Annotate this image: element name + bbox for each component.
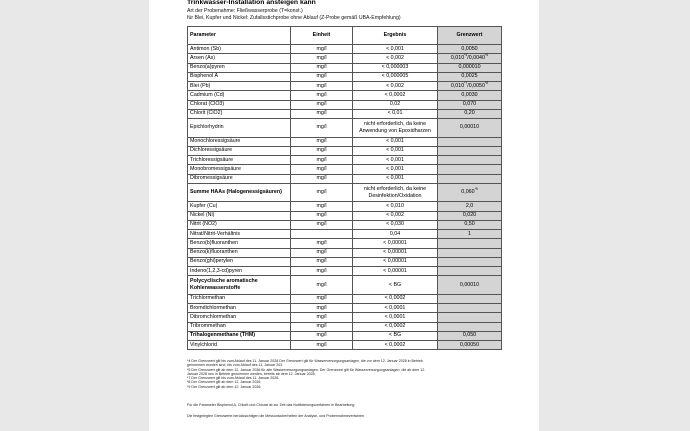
cell-parameter-text: Benzo(b)fluoranthen — [190, 239, 238, 246]
footnote-marker: *4 — [464, 53, 468, 58]
cell-parameter-text: Chlorit (ClO2) — [190, 110, 223, 117]
document-page — [149, 0, 539, 431]
cell-unit — [291, 91, 353, 100]
cell-unit-text: mg/l — [316, 202, 327, 209]
cell-result-text: < 0,0002 — [384, 341, 406, 348]
cell-parameter — [188, 119, 291, 138]
cell-limit — [438, 137, 502, 146]
cell-limit — [438, 156, 502, 165]
cell-parameter — [188, 156, 291, 165]
cell-limit — [438, 54, 502, 63]
cell-result-text: < 0,000003 — [381, 64, 409, 71]
table-row — [188, 165, 502, 174]
cell-limit-text: 0,050 — [462, 332, 477, 339]
cell-limit — [438, 304, 502, 313]
cell-unit-text: mg/l — [316, 110, 327, 117]
cell-unit-text: mg/l — [316, 313, 327, 320]
cell-unit-text: mg/l — [316, 45, 327, 52]
cell-unit-text: mg/l — [316, 101, 327, 108]
cell-parameter-text: Nickel (Ni) — [190, 212, 215, 219]
table-header-row — [188, 27, 502, 45]
cell-parameter-text: Vinylchlorid — [190, 341, 217, 348]
cell-parameter-text: Trichlormethan — [190, 295, 226, 302]
cell-result-text: < 0,001 — [386, 175, 404, 182]
table-row — [188, 146, 502, 155]
cell-unit — [291, 239, 353, 248]
cell-result — [353, 91, 438, 100]
footnote-marker: *7 — [464, 80, 468, 85]
cell-result-text: < 0,002 — [386, 212, 404, 219]
cell-result-text: < BG — [388, 281, 402, 288]
cell-limit — [438, 322, 502, 331]
table-row — [188, 220, 502, 229]
table-row — [188, 304, 502, 313]
cell-parameter — [188, 322, 291, 331]
table-row — [188, 100, 502, 109]
table-row — [188, 248, 502, 257]
cell-result-text: < 0,001 — [386, 45, 404, 52]
cell-parameter — [188, 248, 291, 257]
cell-unit — [291, 100, 353, 109]
cell-limit — [438, 313, 502, 322]
cell-limit — [438, 267, 502, 276]
cell-unit — [291, 304, 353, 313]
cell-result-text: nicht erforderlich, da keine Anwendung von Epoxidharzen — [359, 120, 431, 134]
cell-result-text: < 0,0002 — [384, 295, 406, 302]
cell-result — [353, 230, 438, 239]
cell-result-text: < 0,030 — [386, 221, 404, 228]
cell-unit — [291, 257, 353, 266]
cell-result-text: < 0,0001 — [384, 313, 406, 320]
cell-limit-text: 0,00010 — [459, 124, 480, 131]
cell-parameter — [188, 54, 291, 63]
cell-parameter-text: Cadmium (Cd) — [190, 91, 225, 98]
cell-limit-secondary: /0,0040 — [467, 54, 485, 61]
table-row — [188, 341, 502, 350]
footnote: genommen worden sind, bis zum Ablauf des 11. Januar 203 — [187, 363, 283, 368]
table-row — [188, 137, 502, 146]
cell-parameter — [188, 174, 291, 183]
cell-result-text: < 0,002 — [386, 54, 404, 61]
cell-unit-text: mg/l — [316, 332, 327, 339]
cell-parameter — [188, 72, 291, 81]
cell-unit-text: mg/l — [316, 64, 327, 71]
cell-limit-text: 1 — [468, 230, 471, 237]
table-row — [188, 322, 502, 331]
cell-result — [353, 72, 438, 81]
cell-unit-text: mg/l — [316, 258, 327, 265]
table-row — [188, 276, 502, 295]
footnotes — [187, 359, 507, 389]
cell-parameter — [188, 304, 291, 313]
sampling-type: Art der Probenahme: Fließwasserprobe (T=konst.) — [187, 8, 303, 14]
table-row — [188, 54, 502, 63]
cell-parameter-text: Nitrit (NO2) — [190, 221, 217, 228]
cell-parameter — [188, 146, 291, 155]
cell-limit-text: 0,070 — [462, 101, 477, 108]
table-row — [188, 63, 502, 72]
cell-limit — [438, 174, 502, 183]
cell-parameter-text: Dibromchlormethan — [190, 313, 237, 320]
cell-limit — [438, 146, 502, 155]
cell-unit — [291, 211, 353, 220]
cell-limit — [438, 183, 502, 202]
cell-unit — [291, 183, 353, 202]
cell-limit — [438, 91, 502, 100]
cell-parameter-text: Blei (Pb) — [190, 82, 211, 89]
cell-parameter-text: Summe HAAs (Halogenessigsäuren) — [190, 189, 282, 195]
table-row — [188, 211, 502, 220]
cell-unit — [291, 82, 353, 91]
table-row — [188, 267, 502, 276]
cell-parameter — [188, 63, 291, 72]
cell-unit-text: mg/l — [316, 175, 327, 182]
cell-unit — [291, 331, 353, 340]
cell-parameter-text: Trihalogenmethane (THM) — [190, 332, 256, 339]
cell-unit — [291, 294, 353, 303]
footnote: *8 Der Grenzwert gilt ab dem 12. Januar 2026. — [187, 380, 262, 385]
cell-unit — [291, 248, 353, 257]
cell-unit-text: mg/l — [316, 304, 327, 311]
cell-result-text: < 0,00001 — [383, 239, 407, 246]
cell-unit-text: mg/l — [316, 239, 327, 246]
cell-unit-text: mg/l — [316, 82, 327, 89]
table-row — [188, 202, 502, 211]
table-body — [188, 45, 502, 350]
cell-unit — [291, 137, 353, 146]
cell-unit-text: mg/l — [316, 165, 327, 172]
cell-parameter-text: Tribrommethan — [190, 323, 226, 330]
cell-result — [353, 304, 438, 313]
cell-result — [353, 156, 438, 165]
cell-result — [353, 174, 438, 183]
cell-parameter-text: Arsen (As) — [190, 54, 216, 61]
cell-unit — [291, 267, 353, 276]
header-limit: Grenzwert — [438, 27, 502, 45]
cell-parameter — [188, 313, 291, 322]
cell-unit — [291, 174, 353, 183]
footnote-marker: *5 — [484, 53, 489, 58]
cell-result-text: < 0,001 — [386, 165, 404, 172]
cell-parameter — [188, 202, 291, 211]
cell-unit-text: mg/l — [316, 295, 327, 302]
cell-parameter — [188, 220, 291, 229]
cell-parameter — [188, 239, 291, 248]
cell-result-text: < 0,01 — [387, 110, 403, 117]
footnote: *5 Der Grenzwert gilt ab dem 12. Januar 2036 für alle Wasserversorgungsanlagen. Der Grenzwert gilt für Wasserversorgungsanlagen, die ab dem 12. — [187, 367, 426, 372]
cell-parameter — [188, 137, 291, 146]
cell-result-text: < BG — [388, 332, 402, 339]
cell-unit-text: mg/l — [316, 281, 327, 288]
cell-result — [353, 294, 438, 303]
cell-unit-text: mg/l — [316, 221, 327, 228]
cell-parameter-text: Nitrat/Nitrit-Verhältnis — [190, 230, 241, 237]
cell-parameter — [188, 45, 291, 54]
cell-result-text: < 0,0002 — [384, 323, 406, 330]
table-row — [188, 294, 502, 303]
cell-limit-text: 0,00010 — [459, 281, 480, 288]
table-row — [188, 82, 502, 91]
cell-result — [353, 63, 438, 72]
cell-result-text: 0,04 — [389, 230, 401, 237]
cell-unit-text: mg/l — [316, 124, 327, 131]
cell-result — [353, 109, 438, 118]
cell-unit-text: mg/l — [316, 267, 327, 274]
cell-unit — [291, 202, 353, 211]
footnote: *9 Der Grenzwert gilt ab dem 12. Januar 2026. — [187, 384, 262, 389]
cell-result — [353, 248, 438, 257]
cell-limit-text: 0,010 — [450, 82, 465, 89]
table-row — [188, 156, 502, 165]
cell-unit — [291, 119, 353, 138]
cell-unit — [291, 54, 353, 63]
cell-unit — [291, 220, 353, 229]
cell-limit-text: 0,20 — [464, 110, 475, 117]
cell-parameter — [188, 257, 291, 266]
cell-parameter — [188, 109, 291, 118]
cell-parameter-text: Monobromessigsäure — [190, 165, 241, 172]
cell-result — [353, 146, 438, 155]
header-result: Ergebnis — [353, 27, 438, 45]
cell-result — [353, 257, 438, 266]
cell-unit-text: mg/l — [316, 189, 327, 195]
cell-limit — [438, 248, 502, 257]
cell-result — [353, 45, 438, 54]
cell-parameter — [188, 100, 291, 109]
footnote: Januar 2028 neu in Betrieb genommen werden, bereits ab dem 12. Januar 2028. — [187, 371, 316, 376]
cell-limit — [438, 331, 502, 340]
cell-parameter-text: Benzo(ghi)perylen — [190, 258, 233, 265]
cell-limit-text: 0,0030 — [461, 91, 478, 98]
cell-result — [353, 100, 438, 109]
cell-limit — [438, 257, 502, 266]
cell-limit-text: 0,060 — [461, 189, 475, 195]
cell-result — [353, 211, 438, 220]
cell-limit — [438, 341, 502, 350]
table-row — [188, 230, 502, 239]
cell-parameter — [188, 91, 291, 100]
cell-limit — [438, 202, 502, 211]
cell-unit-text: mg/l — [316, 249, 327, 256]
note-uncertainty: Die festgelegten Grenzwerte berücksichtigen die Messunsicherheiten der Analyse- und Probennahmeverfahren — [187, 414, 364, 418]
table-row — [188, 72, 502, 81]
cell-parameter-text: Trichloressigsäure — [190, 156, 234, 163]
cell-parameter — [188, 183, 291, 202]
results-table — [187, 26, 502, 350]
cell-result-text: < 0,001 — [386, 138, 404, 145]
footnote-marker: *9 — [474, 187, 478, 192]
cell-unit-text: mg/l — [316, 73, 327, 80]
cell-parameter-text: Dibromessigsäure — [190, 175, 233, 182]
cell-unit — [291, 109, 353, 118]
cell-limit-text: 0,50 — [464, 221, 475, 228]
cell-parameter — [188, 341, 291, 350]
cell-result — [353, 137, 438, 146]
table-row — [188, 313, 502, 322]
cell-result — [353, 331, 438, 340]
footnote: *7 Der Grenzwert gilt bis zum Ablauf des 11. Januar 2026. — [187, 376, 280, 381]
cell-parameter — [188, 331, 291, 340]
cell-unit-text: mg/l — [316, 156, 327, 163]
cell-limit-text: 0,020 — [462, 212, 477, 219]
header-parameter: Parameter — [188, 27, 291, 45]
cell-unit — [291, 45, 353, 54]
cell-unit — [291, 72, 353, 81]
cell-limit-text: 0,0050 — [461, 45, 478, 52]
cell-unit-text: mg/l — [316, 341, 327, 348]
cell-result — [353, 202, 438, 211]
cell-unit — [291, 146, 353, 155]
cell-parameter — [188, 211, 291, 220]
cell-result — [353, 267, 438, 276]
cell-limit — [438, 63, 502, 72]
cell-limit — [438, 100, 502, 109]
cell-unit — [291, 313, 353, 322]
cell-limit — [438, 239, 502, 248]
cell-limit-text: 2,0 — [465, 202, 474, 209]
cell-limit — [438, 119, 502, 138]
cell-parameter — [188, 230, 291, 239]
cell-unit-text: mg/l — [316, 91, 327, 98]
cell-limit-text: 0,00050 — [459, 341, 480, 348]
cell-parameter — [188, 82, 291, 91]
table-row — [188, 45, 502, 54]
cell-limit-text: 0,010 — [450, 54, 465, 61]
cell-unit-text: mg/l — [316, 54, 327, 61]
cell-result-text: < 0,001 — [386, 147, 404, 154]
cell-parameter-text: Kupfer (Cu) — [190, 202, 218, 209]
cell-result-text: < 0,0002 — [384, 91, 406, 98]
cell-result — [353, 54, 438, 63]
sampling-note: für Blei, Kupfer und Nickel: Zufallsstichprobe ohne Ablauf (Z-Probe gemäß UBA-Empfehlung) — [187, 15, 401, 21]
cell-unit — [291, 276, 353, 295]
cell-result-text: < 0,000005 — [381, 73, 409, 80]
table-row — [188, 91, 502, 100]
footnote: *4 Der Grenzwert gilt bis zum Ablauf des 11. Januar 2028 Der Grenzwert gilt für Wasserversorgungsanlagen, die vor dem 12. Januar 2028 in Betrieb — [187, 359, 423, 363]
cell-result-text: < 0,00001 — [383, 258, 407, 265]
cell-limit — [438, 276, 502, 295]
table-row — [188, 239, 502, 248]
cell-limit-text: 0,000010 — [458, 64, 481, 71]
table-row — [188, 174, 502, 183]
cell-result — [353, 239, 438, 248]
footnote-marker: *8 — [484, 80, 489, 85]
cell-result — [353, 220, 438, 229]
cell-parameter-text: Bromdichlormethan — [190, 304, 236, 311]
cell-parameter-text: Antimon (Sb) — [190, 45, 221, 52]
cell-limit — [438, 211, 502, 220]
cell-result — [353, 313, 438, 322]
cell-limit — [438, 294, 502, 303]
cell-result-text: < 0,00001 — [383, 249, 407, 256]
cell-limit — [438, 165, 502, 174]
cell-result — [353, 341, 438, 350]
cell-result-text: 0,02 — [389, 101, 401, 108]
cell-parameter-text: Polycyclische aromatische Kohlenwasserstoffe — [190, 278, 258, 291]
cell-result-text: < 0,010 — [386, 202, 404, 209]
cell-unit — [291, 63, 353, 72]
cell-unit — [291, 341, 353, 350]
cell-parameter-text: Chlorat (ClO3) — [190, 101, 225, 108]
cell-result-text: < 0,0001 — [384, 304, 406, 311]
header-unit: Einheit — [291, 27, 353, 45]
cell-result-text: < 0,001 — [386, 156, 404, 163]
cell-unit-text: mg/l — [316, 212, 327, 219]
cell-limit — [438, 230, 502, 239]
cell-limit — [438, 82, 502, 91]
cell-result — [353, 276, 438, 295]
cell-limit — [438, 45, 502, 54]
note-notification: Für die Parameter Bisphenol A, Chlorit und Chlorat ist zur Zeit das Notifizierungsverfahren in Bearbeitung — [187, 403, 355, 407]
cell-parameter-text: Benzo(a)pyren — [190, 64, 225, 71]
cell-parameter-text: Monochloressigsäure — [190, 138, 241, 145]
cell-parameter-text: Bisphenol A — [190, 73, 218, 80]
cell-limit — [438, 220, 502, 229]
document-title: Trinkwasser-Installation ansteigen kann — [187, 0, 316, 6]
cell-unit — [291, 230, 353, 239]
cell-result — [353, 82, 438, 91]
cell-unit — [291, 165, 353, 174]
table-row — [188, 257, 502, 266]
cell-result — [353, 119, 438, 138]
cell-limit-text: 0,0025 — [461, 73, 478, 80]
table-row — [188, 331, 502, 340]
cell-result — [353, 183, 438, 202]
cell-parameter-text: Indeno(1,2,3-cd)pyren — [190, 267, 243, 274]
cell-unit-text: mg/l — [316, 323, 327, 330]
cell-result — [353, 322, 438, 331]
cell-result-text: < 0,00001 — [383, 267, 407, 274]
cell-parameter — [188, 294, 291, 303]
cell-result-text: < 0,002 — [386, 82, 404, 89]
cell-unit — [291, 156, 353, 165]
cell-unit-text: mg/l — [316, 147, 327, 154]
cell-parameter-text: Dichloressigsäure — [190, 147, 233, 154]
cell-parameter — [188, 267, 291, 276]
table-row — [188, 183, 502, 202]
cell-result-text: nicht erforderlich, da keine Desinfektion/Oxidation — [363, 185, 427, 199]
table-row — [188, 109, 502, 118]
cell-parameter — [188, 165, 291, 174]
table-row — [188, 119, 502, 138]
cell-unit — [291, 322, 353, 331]
cell-limit — [438, 72, 502, 81]
cell-limit-secondary: /0,0050 — [467, 82, 485, 89]
cell-limit — [438, 109, 502, 118]
cell-parameter-text: Epichlorhydrin — [190, 124, 224, 131]
cell-parameter — [188, 276, 291, 295]
cell-result — [353, 165, 438, 174]
cell-parameter-text: Benzo(k)fluoranthen — [190, 249, 238, 256]
cell-unit-text: mg/l — [316, 138, 327, 145]
